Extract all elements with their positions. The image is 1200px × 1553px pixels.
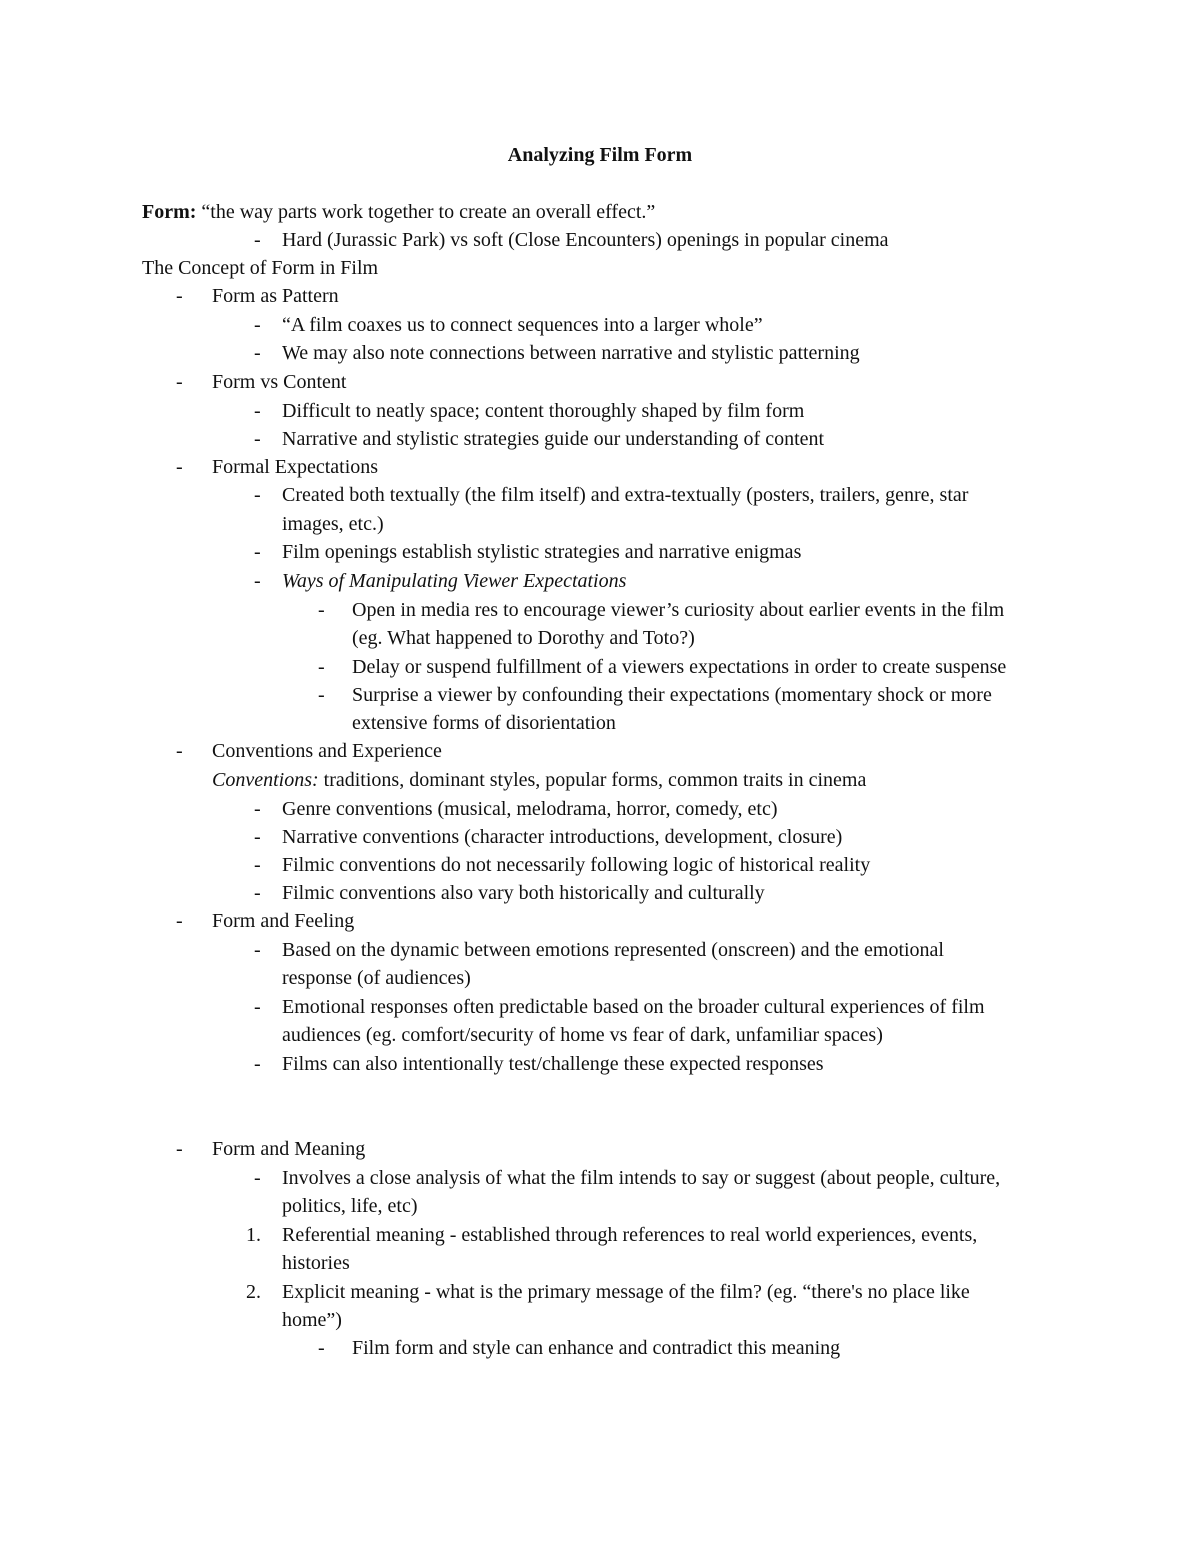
bullet-dash: - [176,910,183,932]
bullet-dash: - [318,1337,325,1359]
list-item-continuation: response (of audiences) [282,967,471,989]
conventions-definition-text: traditions, dominant styles, popular forms, common traits in cinema [318,769,867,791]
bullet-dash: - [254,996,261,1018]
list-number: 1. [246,1224,261,1246]
bullet-dash: - [176,371,183,393]
list-item: Open in media res to encourage viewer’s curiosity about earlier events in the film [352,599,1005,621]
list-item: Genre conventions (musical, melodrama, horror, comedy, etc) [282,798,778,820]
bullet-dash: - [318,599,325,621]
conventions-heading: Conventions and Experience [212,740,442,762]
list-item: Emotional responses often predictable based on the broader cultural experiences of film [282,996,985,1018]
form-term: Form: [142,201,197,223]
bullet-dash: - [254,570,261,592]
list-item: “A film coaxes us to connect sequences into a larger whole” [282,314,763,336]
numbered-item: Explicit meaning - what is the primary message of the film? (eg. “there's no place like [282,1281,970,1303]
form-vs-content-heading: Form vs Content [212,371,347,393]
form-definition [142,198,655,226]
list-item: Difficult to neatly space; content thoroughly shaped by film form [282,400,805,422]
document-title: Analyzing Film Form [507,144,693,166]
list-item: We may also note connections between narrative and stylistic patterning [282,342,860,364]
conventions-definition [212,766,866,794]
intro-item: Hard (Jurassic Park) vs soft (Close Encounters) openings in popular cinema [282,229,889,251]
formal-expectations-heading: Formal Expectations [212,456,379,478]
bullet-dash: - [254,1167,261,1189]
list-item: Narrative and stylistic strategies guide our understanding of content [282,428,825,450]
form-as-pattern-heading: Form as Pattern [212,285,339,307]
bullet-dash: - [254,428,261,450]
numbered-item-continuation: home”) [282,1309,342,1331]
bullet-dash: - [254,1053,261,1075]
list-item: Filmic conventions also vary both historically and culturally [282,882,765,904]
list-item: Film form and style can enhance and contradict this meaning [352,1337,841,1359]
form-meaning-heading: Form and Meaning [212,1138,366,1160]
bullet-dash: - [176,456,183,478]
list-item-continuation: extensive forms of disorientation [352,712,616,734]
bullet-dash: - [254,798,261,820]
bullet-dash: - [254,484,261,506]
list-item: Film openings establish stylistic strategies and narrative enigmas [282,541,802,563]
bullet-dash: - [254,314,261,336]
bullet-dash: - [318,684,325,706]
form-feeling-heading: Form and Feeling [212,910,355,932]
list-item: Filmic conventions do not necessarily following logic of historical reality [282,854,871,876]
bullet-dash: - [254,826,261,848]
bullet-dash: - [318,656,325,678]
form-definition-text: “the way parts work together to create an overall effect.” [201,201,656,223]
list-item: Based on the dynamic between emotions represented (onscreen) and the emotional [282,939,944,961]
section-heading: The Concept of Form in Film [142,257,379,279]
list-number: 2. [246,1281,261,1303]
subheading: Ways of Manipulating Viewer Expectations [282,570,627,592]
bullet-dash: - [254,882,261,904]
list-item-continuation: audiences (eg. comfort/security of home vs fear of dark, unfamiliar spaces) [282,1024,883,1046]
conventions-term: Conventions: [212,769,319,791]
list-item-continuation: (eg. What happened to Dorothy and Toto?) [352,627,695,649]
list-item: Films can also intentionally test/challenge these expected responses [282,1053,824,1075]
list-item: Narrative conventions (character introductions, development, closure) [282,826,843,848]
bullet-dash: - [254,400,261,422]
bullet-dash: - [176,1138,183,1160]
list-item-continuation: images, etc.) [282,513,384,535]
list-item: Surprise a viewer by confounding their expectations (momentary shock or more [352,684,992,706]
bullet-dash: - [254,854,261,876]
bullet-dash: - [254,229,261,251]
numbered-item: Referential meaning - established through references to real world experiences, events, [282,1224,978,1246]
list-item: Created both textually (the film itself) and extra-textually (posters, trailers, genre, star [282,484,969,506]
list-item: Delay or suspend fulfillment of a viewers expectations in order to create suspense [352,656,1007,678]
list-item-continuation: politics, life, etc) [282,1195,418,1217]
bullet-dash: - [176,285,183,307]
numbered-item-continuation: histories [282,1252,350,1274]
bullet-dash: - [254,541,261,563]
list-item: Involves a close analysis of what the film intends to say or suggest (about people, culture, [282,1167,1001,1189]
bullet-dash: - [254,342,261,364]
bullet-dash: - [176,740,183,762]
bullet-dash: - [254,939,261,961]
